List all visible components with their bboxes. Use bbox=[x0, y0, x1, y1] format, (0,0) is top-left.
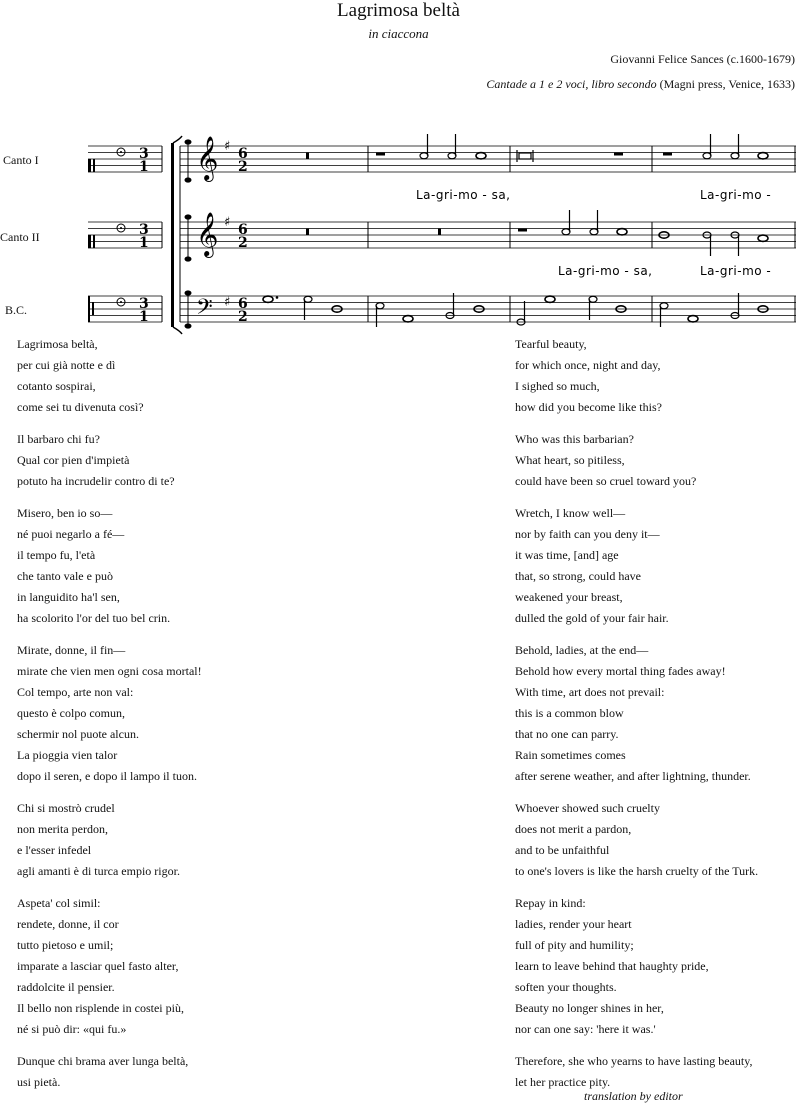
incipit-time-bottom: 1 bbox=[139, 235, 149, 251]
note bbox=[617, 229, 627, 235]
poem-line: does not merit a pardon, bbox=[515, 822, 632, 836]
note bbox=[562, 229, 570, 235]
poem-line: come sei tu divenuta così? bbox=[17, 400, 144, 414]
lyric-canto-2: La-gri-mo - bbox=[700, 264, 772, 278]
incipit-time-bottom: 1 bbox=[139, 309, 149, 325]
music-score bbox=[0, 0, 797, 335]
poem-line: mirate che vien men ogni cosa mortal! bbox=[17, 664, 202, 678]
poem-line: Who was this barbarian? bbox=[515, 432, 634, 446]
time-signatures bbox=[238, 146, 248, 325]
poem-line: that, so strong, could have bbox=[515, 569, 641, 583]
poem-line: Lagrimosa beltà, bbox=[17, 337, 98, 351]
svg-text:♯: ♯ bbox=[224, 295, 231, 310]
source-title: Cantade a 1 e 2 voci, libro secondo bbox=[486, 77, 657, 91]
poem-line: Behold how every mortal thing fades away! bbox=[515, 664, 726, 678]
notes-canto-1 bbox=[420, 134, 768, 159]
poem-line: tutto pietoso e umil; bbox=[17, 938, 114, 952]
stanza bbox=[515, 334, 758, 418]
mensuration-dots bbox=[120, 151, 122, 303]
poem-line: Misero, ben io so— bbox=[17, 506, 113, 520]
poem-line: Mirate, donne, il fin— bbox=[17, 643, 126, 657]
poem-line: this is a common blow bbox=[515, 706, 624, 720]
stanza bbox=[17, 640, 202, 787]
note bbox=[376, 303, 384, 309]
incipit-time-top: 3 bbox=[139, 222, 149, 238]
stanza bbox=[17, 503, 202, 629]
time-top: 6 bbox=[238, 146, 248, 162]
note bbox=[420, 153, 428, 159]
poem-line: imparate a lasciar quel fasto alter, bbox=[17, 959, 179, 973]
poem-line: soften your thoughts. bbox=[515, 980, 617, 994]
poem-line: With time, art does not prevail: bbox=[515, 685, 665, 699]
treble-clef: 𝄞 bbox=[196, 212, 219, 256]
poem-line: Tearful beauty, bbox=[515, 337, 587, 351]
treble-clef: 𝄞 bbox=[196, 136, 219, 180]
note bbox=[731, 153, 739, 159]
lyric-canto-1: La-gri-mo - bbox=[700, 188, 772, 202]
poem-line: ladies, render your heart bbox=[515, 917, 632, 931]
poem-italian bbox=[17, 334, 202, 1104]
subtitle: in ciaccona bbox=[368, 26, 429, 41]
time-top: 6 bbox=[238, 222, 248, 238]
note bbox=[703, 153, 711, 159]
poem-line: it was time, [and] age bbox=[515, 548, 619, 562]
poem-line: I sighed so much, bbox=[515, 379, 600, 393]
stanza bbox=[17, 334, 202, 418]
note bbox=[263, 296, 273, 302]
note bbox=[688, 316, 698, 322]
note bbox=[758, 235, 768, 241]
poem-line: Qual cor pien d'impietà bbox=[17, 453, 130, 467]
poem-line: usi pietà. bbox=[17, 1075, 61, 1089]
poem-line: Rain sometimes comes bbox=[515, 748, 626, 762]
poem-line: il tempo fu, l'età bbox=[17, 548, 96, 562]
poem-line: Il bello non risplende in costei più, bbox=[17, 1001, 184, 1015]
poem-line: how did you become like this? bbox=[515, 400, 662, 414]
source-publisher: (Magni press, Venice, 1633) bbox=[656, 77, 795, 91]
staff-name-canto-1: Canto I bbox=[3, 153, 39, 167]
translator-credit: translation by editor bbox=[584, 1089, 683, 1103]
stanza bbox=[17, 429, 202, 492]
poem-line: per cui già notte e dì bbox=[17, 358, 116, 372]
lyric-canto-1: La-gri-mo - sa, bbox=[416, 188, 511, 202]
poem-line: La pioggia vien talor bbox=[17, 748, 118, 762]
composer: Giovanni Felice Sances (c.1600-1679) bbox=[610, 52, 795, 66]
stanza bbox=[515, 503, 758, 629]
poem-line: learn to leave behind that haughty pride, bbox=[515, 959, 709, 973]
note bbox=[403, 316, 413, 322]
stanza bbox=[515, 1051, 758, 1093]
poem-line: Wretch, I know well— bbox=[515, 506, 626, 520]
poem-line: non merita perdon, bbox=[17, 822, 108, 836]
poem-line: to one's lovers is like the harsh cruelty of the Turk. bbox=[515, 864, 759, 878]
incipit-time-top: 3 bbox=[139, 296, 149, 312]
poem-line: né si può dir: «qui fu.» bbox=[17, 1022, 127, 1036]
poem-line: and to be unfaithful bbox=[515, 843, 610, 857]
incipit-time-bottom: 1 bbox=[139, 159, 149, 175]
clefs bbox=[196, 136, 218, 325]
poem-line: dopo il seren, e dopo il lampo il tuon. bbox=[17, 769, 197, 783]
poem-line: for which once, night and day, bbox=[515, 358, 661, 372]
poem-line: cotanto sospirai, bbox=[17, 379, 96, 393]
note bbox=[545, 296, 555, 302]
poem-line: Whoever showed such cruelty bbox=[515, 801, 660, 815]
poem-line: schermir nol puote alcun. bbox=[17, 727, 139, 741]
note bbox=[660, 303, 668, 309]
stanza bbox=[515, 640, 758, 787]
note bbox=[589, 296, 597, 302]
lyric-canto-2: La-gri-mo - sa, bbox=[558, 264, 653, 278]
poem-line: full of pity and humility; bbox=[515, 938, 634, 952]
incipit-clefs bbox=[88, 159, 95, 322]
poem-line: could have been so cruel toward you? bbox=[515, 474, 697, 488]
incipit-time-top: 3 bbox=[139, 146, 149, 162]
poem-line: in languidito ha'l sen, bbox=[17, 590, 120, 604]
poem-line: nor by faith can you deny it— bbox=[515, 527, 660, 541]
page-title: Lagrimosa beltà bbox=[337, 0, 460, 21]
note bbox=[476, 153, 486, 159]
stanza bbox=[515, 429, 758, 492]
stanza bbox=[17, 798, 202, 882]
poem-line: let her practice pity. bbox=[515, 1075, 611, 1089]
time-bottom: 2 bbox=[238, 159, 248, 175]
poem-line: raddolcite il pensier. bbox=[17, 980, 115, 994]
poem-line: Il barbaro chi fu? bbox=[17, 432, 100, 446]
poem-line: Chi si mostrò crudel bbox=[17, 801, 115, 815]
key-signatures bbox=[224, 139, 230, 310]
poem-line: that no one can parry. bbox=[515, 727, 619, 741]
poem-line: Therefore, she who yearns to have lasting beauty, bbox=[515, 1054, 753, 1068]
poem-line: potuto ha incrudelir contro di te? bbox=[17, 474, 175, 488]
bass-clef: 𝄢 bbox=[196, 295, 213, 325]
poem-line: weakened your breast, bbox=[515, 590, 623, 604]
stanza bbox=[17, 1051, 202, 1093]
note bbox=[590, 229, 598, 235]
note bbox=[448, 153, 456, 159]
ambitus bbox=[185, 139, 192, 328]
lyrics bbox=[416, 188, 771, 278]
note bbox=[758, 153, 768, 159]
poem-line: Aspeta' col simil: bbox=[17, 896, 101, 910]
incipit-time-signatures bbox=[139, 146, 149, 325]
poem-line: che tanto vale e può bbox=[17, 569, 113, 583]
poem-line: Beauty no longer shines in her, bbox=[515, 1001, 664, 1015]
poem-line: rendete, donne, il cor bbox=[17, 917, 119, 931]
time-bottom: 2 bbox=[238, 309, 248, 325]
poem-line: after serene weather, and after lightning, thunder. bbox=[515, 769, 751, 783]
notes-canto-2 bbox=[562, 210, 768, 256]
poem-line: What heart, so pitiless, bbox=[515, 453, 625, 467]
note bbox=[304, 296, 312, 302]
poem-line: agli amanti è di turca empio rigor. bbox=[17, 864, 180, 878]
poem-line: nor can one say: 'here it was.' bbox=[515, 1022, 656, 1036]
staff-lines bbox=[88, 146, 796, 322]
poem-line: ha scolorito l'or del tuo bel crin. bbox=[17, 611, 171, 625]
staff-name-bc: B.C. bbox=[5, 303, 28, 317]
svg-text:♯: ♯ bbox=[224, 215, 231, 230]
poem-line: e l'esser infedel bbox=[17, 843, 92, 857]
staff-name-canto-2: Canto II bbox=[0, 230, 40, 244]
poem-line: Repay in kind: bbox=[515, 896, 586, 910]
poem-line: questo è colpo comun, bbox=[17, 706, 125, 720]
svg-text:♯: ♯ bbox=[224, 139, 231, 154]
poem-line: dulled the gold of your fair hair. bbox=[515, 611, 669, 625]
stanza bbox=[515, 798, 758, 882]
breve-canto-1 bbox=[517, 150, 533, 162]
poem-line: Col tempo, arte non val: bbox=[17, 685, 134, 699]
stanza bbox=[515, 893, 758, 1040]
poem-line: né puoi negarlo a fé— bbox=[17, 527, 125, 541]
time-bottom: 2 bbox=[238, 235, 248, 251]
poem-line: Dunque chi brama aver lunga beltà, bbox=[17, 1054, 189, 1068]
poem-line: Behold, ladies, at the end— bbox=[515, 643, 649, 657]
time-top: 6 bbox=[238, 296, 248, 312]
stanza bbox=[17, 893, 202, 1040]
poem-english bbox=[515, 334, 758, 1104]
